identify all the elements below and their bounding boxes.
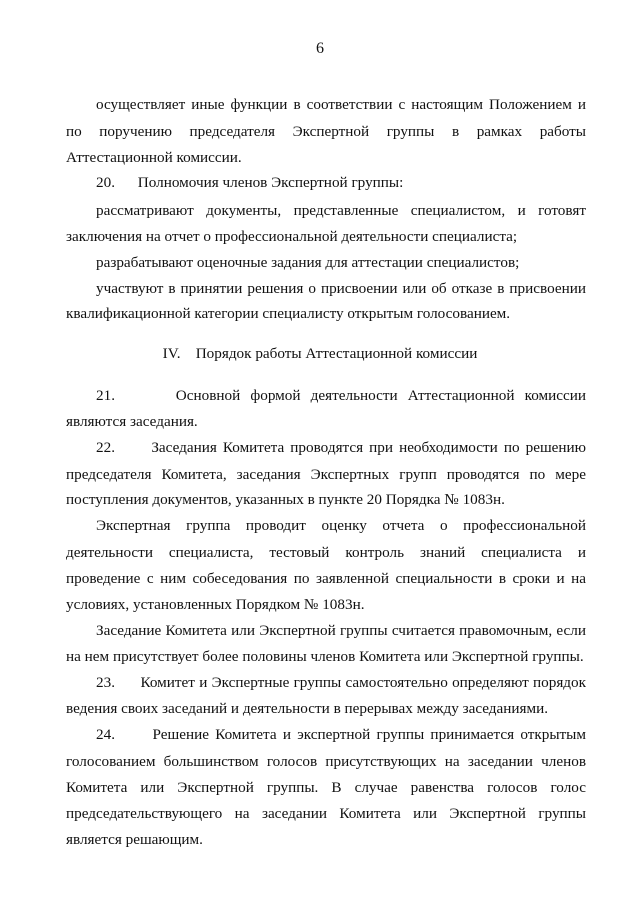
text-line: председателя Комитета, заседания Экспертных групп проводятся по мере: [66, 466, 586, 483]
text-line: ведения своих заседаний и деятельности в перерывах между заседаниями.: [66, 700, 549, 717]
text-line: заключения на отчет о профессиональной деятельности специалиста;: [66, 228, 518, 245]
text-line: деятельности специалиста, тестовый контроль знаний специалиста и: [66, 544, 586, 561]
text-line: Заседание Комитета или Экспертной группы считается правомочным, если: [96, 622, 586, 639]
text-line: на нем присутствует более половины членов Комитета или Экспертной группы.: [66, 648, 584, 665]
text-line: Комитета или Экспертной группы. В случае равенства голосов голос: [66, 779, 586, 796]
text-line: осуществляет иные функции в соответствии с настоящим Положением и: [96, 96, 586, 113]
text-line: участвуют в принятии решения о присвоении или об отказе в присвоении: [96, 280, 586, 297]
text-line: 21. Основной формой деятельности Аттестационной комиссии: [96, 387, 586, 404]
text-line: Аттестационной комиссии.: [66, 149, 242, 166]
text-line: 23. Комитет и Экспертные группы самостоятельно определяют порядок: [96, 674, 586, 691]
text-line: проведение с ним собеседования по заявленной специальности в сроки и на: [66, 570, 586, 587]
text-line: 24. Решение Комитета и экспертной группы принимается открытым: [96, 726, 586, 743]
text-line: условиях, установленных Порядком № 1083н.: [66, 596, 365, 613]
text-line: является решающим.: [66, 831, 203, 848]
text-line: разрабатывают оценочные задания для аттестации специалистов;: [96, 254, 520, 271]
text-line: председательствующего на заседании Комитета или Экспертной группы: [66, 805, 586, 822]
text-line: поступления документов, указанных в пункте 20 Порядка № 1083н.: [66, 491, 505, 508]
text-line: 22. Заседания Комитета проводятся при необходимости по решению: [96, 439, 586, 456]
text-line: по поручению председателя Экспертной группы в рамках работы: [66, 123, 586, 140]
text-line: Экспертная группа проводит оценку отчета о профессиональной: [96, 517, 586, 534]
text-line: являются заседания.: [66, 413, 198, 430]
text-line: голосованием большинством голосов присутствующих на заседании членов: [66, 753, 586, 770]
page-number: 6: [316, 40, 324, 57]
text-line: рассматривают документы, представленные специалистом, и готовят: [96, 202, 586, 219]
text-line: 20. Полномочия членов Экспертной группы:: [96, 174, 404, 191]
section-heading: IV. Порядок работы Аттестационной комиссии: [162, 345, 478, 362]
text-line: квалификационной категории специалисту открытым голосованием.: [66, 305, 511, 322]
